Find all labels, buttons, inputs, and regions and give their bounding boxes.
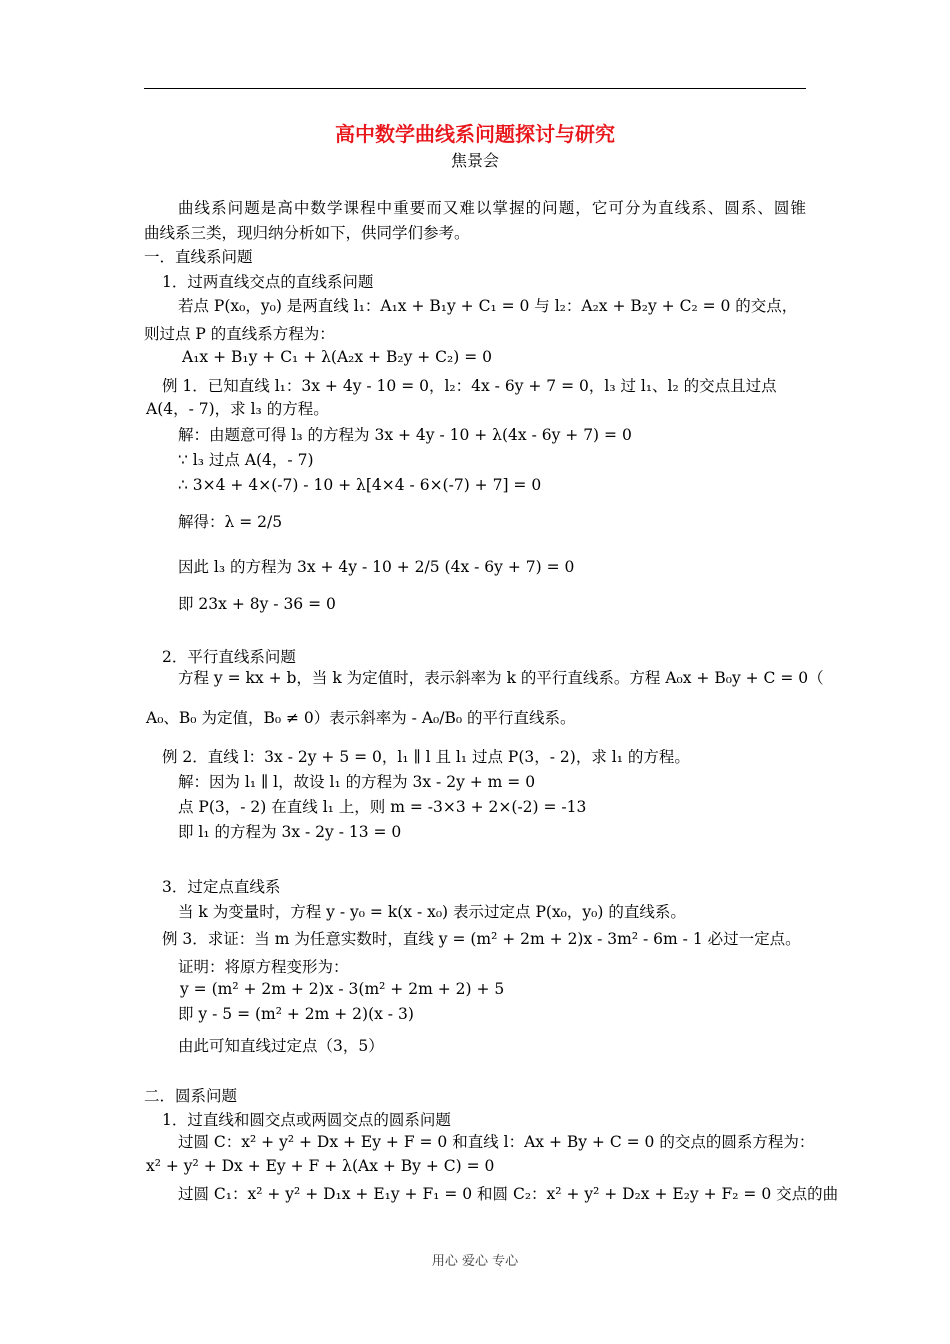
solution-line: 解得：λ = 2/5 [178,513,283,531]
intro-line-1: 曲线系问题是高中数学课程中重要而又难以掌握的问题，它可分为直线系、圆系、圆锥 [178,199,806,217]
solution-line: ∴ 3×4 + 4×(-7) - 10 + λ[4×4 - 6×(-7) + 7] = 0 [178,476,542,494]
subsection-heading-1-1: 1．过两直线交点的直线系问题 [162,273,374,291]
section-heading-2: 二．圆系问题 [144,1087,238,1105]
formula-line: x² + y² + Dx + Ey + F + λ(Ax + By + C) = 0 [146,1157,495,1175]
section-heading-1: 一．直线系问题 [144,248,253,266]
text-line: 过圆 C：x² + y² + Dx + Ey + F = 0 和直线 l：Ax + By + C = 0 的交点的圆系方程为： [178,1133,815,1151]
solution-line: 由此可知直线过定点（3，5） [178,1037,384,1055]
solution-line: 即 l₁ 的方程为 3x - 2y - 13 = 0 [178,823,402,841]
text-line: 过圆 C₁：x² + y² + D₁x + E₁y + F₁ = 0 和圆 C₂：x² + y² + D₂x + E₂y + F₂ = 0 交点的曲 [178,1185,839,1203]
author: 焦景会 [450,151,499,170]
page-footer: 用心 爱心 专心 [431,1254,519,1269]
subsection-heading-1-2: 2．平行直线系问题 [162,648,296,666]
solution-line: 因此 l₃ 的方程为 3x + 4y - 10 + 2/5 (4x - 6y + 7) = 0 [178,558,575,576]
example-1: 例 1．已知直线 l₁：3x + 4y - 10 = 0，l₂：4x - 6y + 7 = 0，l₃ 过 l₁、l₂ 的交点且过点 [162,377,777,395]
example-3: 例 3．求证：当 m 为任意实数时，直线 y = (m² + 2m + 2)x - 3m² - 6m - 1 必过一定点。 [162,930,801,948]
solution-line: 点 P(3，- 2) 在直线 l₁ 上，则 m = -3×3 + 2×(-2) = -13 [178,798,587,816]
text-line: 当 k 为变量时，方程 y - y₀ = k(x - x₀) 表示过定点 P(x₀，y₀) 的直线系。 [178,903,686,921]
solution-line: ∵ l₃ 过点 A(4，- 7) [178,451,314,469]
subsection-heading-1-3: 3．过定点直线系 [162,878,281,896]
example-2: 例 2．直线 l：3x - 2y + 5 = 0，l₁ ∥ l 且 l₁ 过点 P(3，- 2)，求 l₁ 的方程。 [162,748,690,766]
text-line: A₀、B₀ 为定值，B₀ ≠ 0）表示斜率为 - A₀/B₀ 的平行直线系。 [146,709,576,727]
solution-line: y = (m² + 2m + 2)x - 3(m² + 2m + 2) + 5 [180,980,505,998]
formula-line: A₁x + B₁y + C₁ + λ(A₂x + B₂y + C₂) = 0 [182,348,492,366]
solution-line: 即 23x + 8y - 36 = 0 [178,595,336,613]
solution-line: 解：由题意可得 l₃ 的方程为 3x + 4y - 10 + λ(4x - 6y + 7) = 0 [178,426,632,444]
solution-line: 即 y - 5 = (m² + 2m + 2)(x - 3) [178,1005,414,1023]
header-rule [144,88,806,89]
text-line: A(4，- 7)，求 l₃ 的方程。 [146,400,329,418]
solution-line: 证明：将原方程变形为： [178,958,349,976]
text-line: 若点 P(x₀，y₀) 是两直线 l₁：A₁x + B₁y + C₁ = 0 与 l₂：A₂x + B₂y + C₂ = 0 的交点， [178,297,798,315]
text-line: 方程 y = kx + b，当 k 为定值时，表示斜率为 k 的平行直线系。方程 A₀x + B₀y + C = 0（ [178,669,824,687]
text-line: 则过点 P 的直线系方程为： [144,325,335,343]
solution-line: 解：因为 l₁ ∥ l，故设 l₁ 的方程为 3x - 2y + m = 0 [178,773,536,791]
intro-line-2: 曲线系三类，现归纳分析如下，供同学们参考。 [144,224,470,242]
page-title: 高中数学曲线系问题探讨与研究 [335,122,615,146]
subsection-heading-2-1: 1．过直线和圆交点或两圆交点的圆系问题 [162,1111,451,1129]
